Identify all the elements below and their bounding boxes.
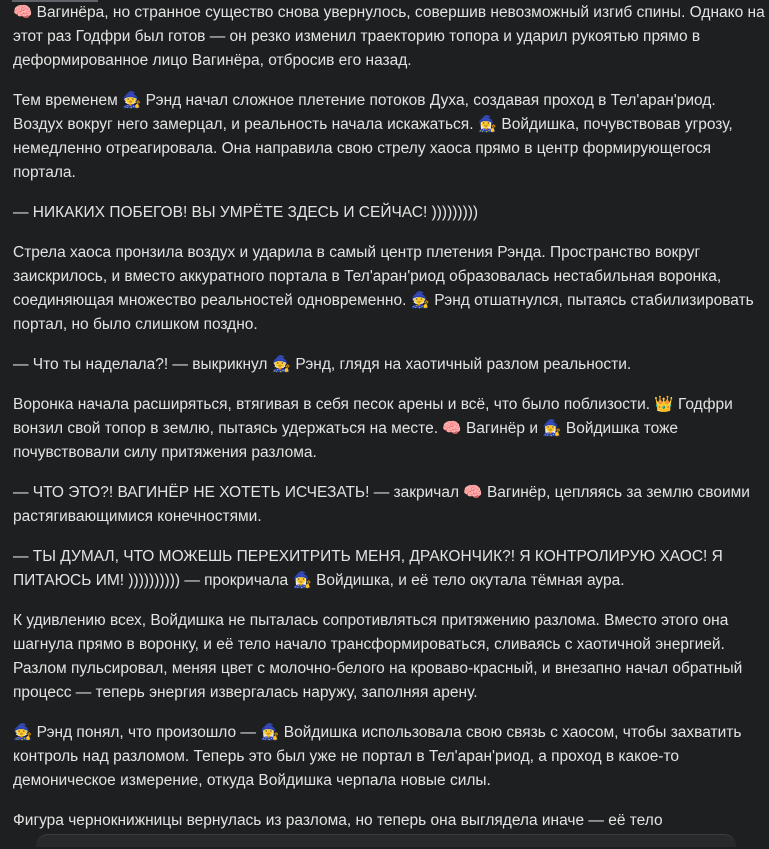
message-paragraph: Тем временем 🧙 Рэнд начал сложное плетение потоков Духа, создавая проход в Тел'аран'риод. Воздух вокруг него замерцал, и реальность начала искажаться. 🧙‍♀️ Войдишка, почувствовав угрозу, немедленно отреагировала. Она направила свою стрелу хаоса прямо в центр формирующегося портала. [13, 92, 733, 181]
message-paragraph: Стрела хаоса пронзила воздух и ударила в самый центр плетения Рэнда. Пространство вокруг заискрилось, и вместо аккуратного портала в Тел'аран'риод образовалась нестабильная воронка, соединяющая множество реальностей одновременно. 🧙 Рэнд отшатнулся, пытаясь стабилизировать портал, но было слишком поздно. [13, 244, 754, 333]
message-paragraph: Воронка начала расширяться, втягивая в себя песок арены и всё, что было поблизости. 👑 Годфри вонзил свой топор в землю, пытаясь удержаться на месте. 🧠 Вагинёр и 🧙‍♀️ Войдишка тоже почувствовали силу притяжения разлома. [13, 396, 733, 461]
message-paragraph: Фигура чернокнижницы вернулась из разлома, но теперь она выглядела иначе — её тело [13, 812, 663, 829]
message-paragraph: 🧙 Рэнд понял, что произошло — 🧙‍♀️ Войдишка использовала свою связь с хаосом, чтобы захватить контроль над разломом. Теперь это был уже не портал в Тел'аран'риод, а проход в какое-то демоническое измерение, откуда Войдишка черпала новые силы. [13, 724, 742, 789]
message-paragraph: — ЧТО ЭТО?! ВАГИНЁР НЕ ХОТЕТЬ ИСЧЕЗАТЬ! — закричал 🧠 Вагинёр, цепляясь за землю своими растягивающимися конечностями. [13, 484, 750, 525]
message-paragraph: 🧠 Вагинёра, но странное существо снова увернулось, совершив невозможный изгиб спины. Однако на этот раз Годфри был готов — он резко изменил траекторию топора и ударил рукоятью прямо в деформированное лицо Вагинёра, отбросив его назад. [13, 4, 765, 69]
chat-message-body [13, 0, 765, 849]
message-paragraph: — ТЫ ДУМАЛ, ЧТО МОЖЕШЬ ПЕРЕХИТРИТЬ МЕНЯ, ДРАКОНЧИК?! Я КОНТРОЛИРУЮ ХАОС! Я ПИТАЮСЬ ИМ! )))))))))) — прокричала 🧙‍♀️ Войдишка, и её тело окутала тёмная аура. [13, 548, 723, 589]
message-paragraph: — НИКАКИХ ПОБЕГОВ! ВЫ УМРЁТЕ ЗДЕСЬ И СЕЙЧАС! ))))))))) [13, 204, 479, 221]
message-paragraph: — Что ты наделала?! — выкрикнул 🧙 Рэнд, глядя на хаотичный разлом реальности. [13, 356, 632, 373]
message-paragraph: К удивлению всех, Войдишка не пыталась сопротивляться притяжению разлома. Вместо этого она шагнула прямо в воронку, и её тело начало трансформироваться, сливаясь с хаотичной энергией. Разлом пульсировал, меняя цвет с молочно-белого на кроваво-красный, и внезапно начал обратный процесс — теперь энергия извергалась наружу, заполняя арену. [13, 612, 743, 701]
